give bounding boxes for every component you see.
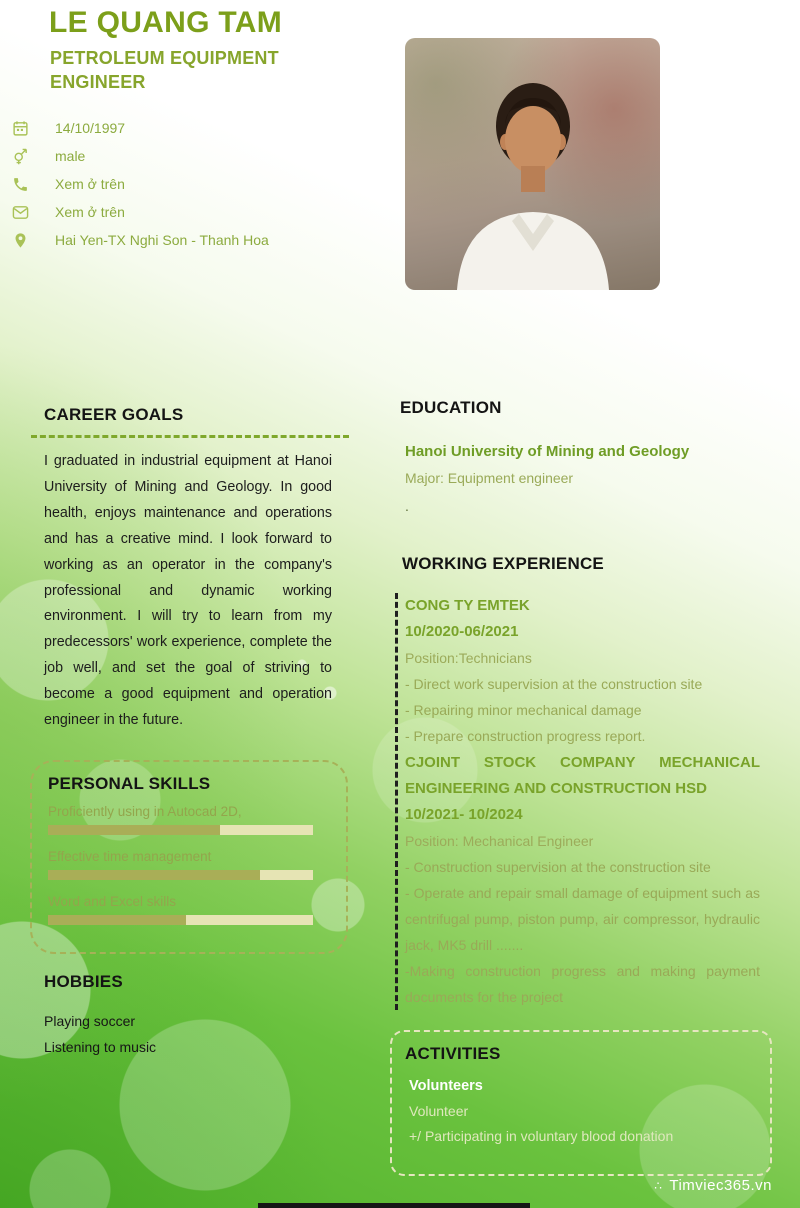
job-bullets [405,854,760,1010]
watermark-text: Timviec365.vn [669,1177,772,1194]
job-bullet: - Direct work supervision at the construction site [405,676,703,692]
section-education [400,398,770,514]
job-period: 10/2020-06/2021 [405,623,519,640]
section-activities [390,1030,772,1176]
gender-icon [12,148,29,165]
job-company: CJOINT STOCK COMPANY MECHANICAL ENGINEERING AND CONSTRUCTION HSD [405,754,760,797]
activities-heading: ACTIVITIES [405,1044,501,1063]
activity-item: +/ Participating in voluntary blood donation [409,1128,674,1144]
career-goals-divider [31,435,349,438]
experience-body [395,593,760,1010]
skill-label: Word and Excel skills [48,894,177,909]
skill-item [48,804,346,835]
job-entry [405,593,760,749]
job-position: Position:Technicians [405,650,532,666]
section-career-goals [44,405,349,734]
job-bullet: - Operate and repair small damage of equipment such as centrifugal pump, piston pump, air compressor, hydraulic jack, MK5 drill ....... [405,885,760,953]
contact-list [12,114,269,254]
dots-icon: ∴ [654,1178,663,1193]
experience-heading: WORKING EXPERIENCE [402,554,604,573]
activities-group: Volunteers [409,1078,483,1094]
skill-label: Proficiently using in Autocad 2D, [48,804,242,819]
hobbies-heading: HOBBIES [44,972,123,991]
skill-label: Effective time management [48,849,212,864]
horizontal-scrollbar-thumb[interactable] [258,1203,530,1208]
job-company: CONG TY EMTEK [405,597,530,614]
hobby-item: Listening to music [44,1039,157,1055]
birthdate-value: 14/10/1997 [55,120,126,136]
phone-value: Xem ở trên [55,176,125,192]
activity-item: Volunteer [409,1103,469,1119]
skill-bar-fill [48,915,186,925]
contact-gender [12,142,269,170]
education-major: Major: Equipment engineer [405,470,574,486]
job-entry [405,750,760,1010]
job-bullet: - Prepare construction progress report. [405,728,646,744]
candidate-job-title: PETROLEUM EQUIPMENT ENGINEER [50,48,279,92]
skill-item [48,849,346,880]
job-bullets [405,671,760,749]
calendar-icon [12,120,29,137]
watermark [654,1177,772,1194]
skill-bar-fill [48,825,220,835]
skill-item [48,894,346,925]
address-value: Hai Yen-TX Nghi Son - Thanh Hoa [55,232,269,248]
skill-bar-track [48,915,313,925]
gender-value: male [55,148,86,164]
job-position: Position: Mechanical Engineer [405,833,594,849]
phone-icon [12,176,29,193]
contact-address [12,226,269,254]
email-icon [12,204,29,221]
skill-bar-track [48,825,313,835]
section-personal-skills [30,760,348,954]
email-value: Xem ở trên [55,204,125,220]
job-bullet: - Construction supervision at the construction site [405,859,711,875]
contact-birthdate [12,114,269,142]
hobby-item: Playing soccer [44,1013,136,1029]
person-silhouette [405,38,660,290]
education-note: . [405,498,409,514]
section-working-experience [402,554,760,1010]
education-heading: EDUCATION [400,398,502,417]
education-school: Hanoi University of Mining and Geology [405,443,690,460]
personal-skills-heading: PERSONAL SKILLS [48,774,211,793]
career-goals-text: I graduated in industrial equipment at Hanoi University of Mining and Geology. In good health, enjoys maintenance and operations and has a creative mind. I look forward to working as an operator in the company's professional and dynamic working environment. I will try to learn from my predecessors' work experience, complete the job well, and set the goal of striving to become a good equipment and operation engineer in the future. [44,453,332,729]
job-bullet: -Making construction progress and making payment documents for the project [405,963,760,1005]
skill-bar-track [48,870,313,880]
contact-email [12,198,269,226]
profile-photo [405,38,660,290]
skill-bar-fill [48,870,260,880]
job-bullet: - Repairing minor mechanical damage [405,702,642,718]
candidate-name: LE QUANG TAM [49,6,283,39]
job-period: 10/2021- 10/2024 [405,806,523,823]
section-hobbies [44,972,156,1060]
contact-phone [12,170,269,198]
location-icon [12,232,29,249]
career-goals-heading: CAREER GOALS [44,405,184,424]
